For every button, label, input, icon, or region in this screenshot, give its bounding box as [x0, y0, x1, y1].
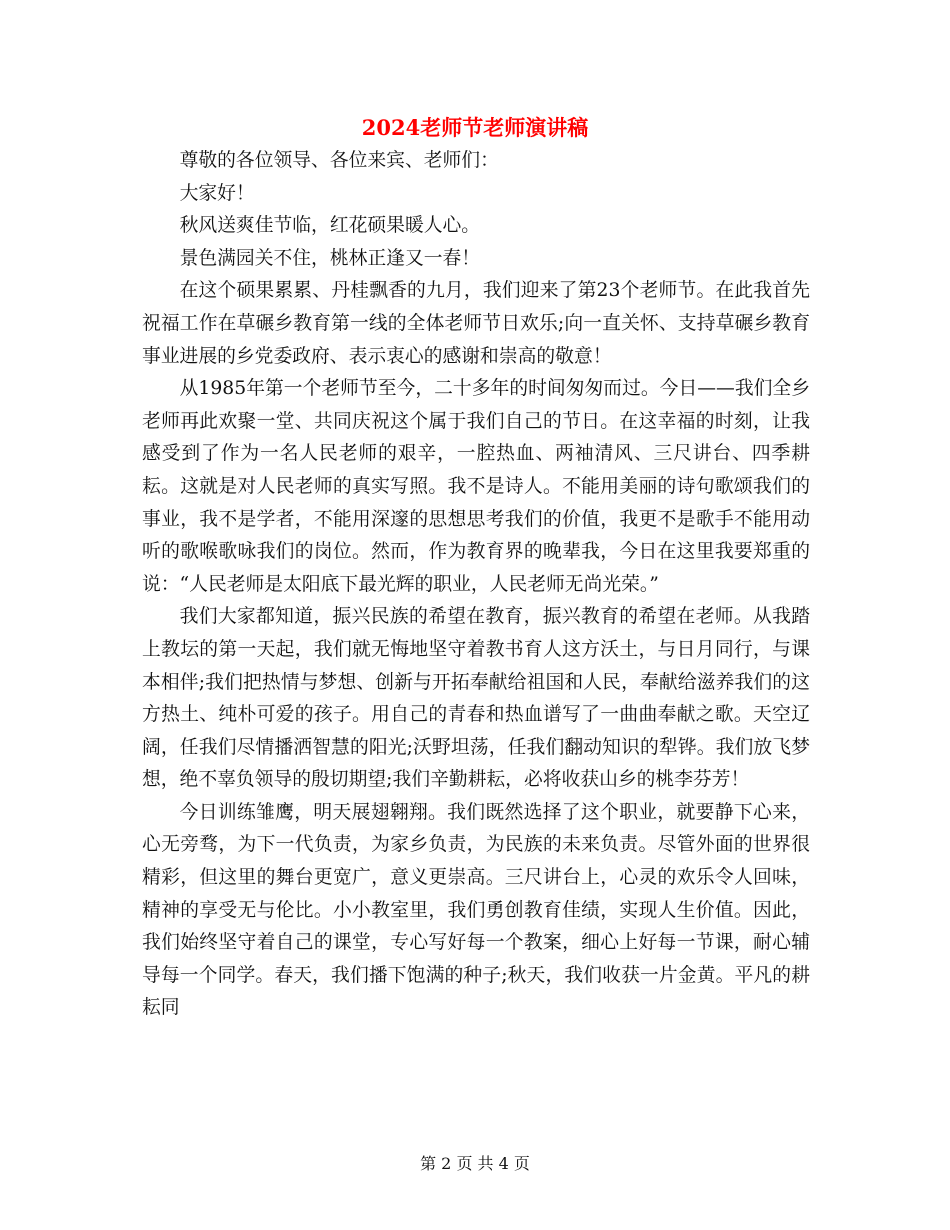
- paragraph: 秋风送爽佳节临，红花硕果暖人心。: [179, 215, 481, 237]
- paragraph: 尊敬的各位领导、各位来宾、老师们：: [179, 150, 499, 171]
- paragraph: 在这个硕果累累、丹桂飘香的九月，我们迎来了第23个老师节。在此我首先祝福工作在草碾乡教育第一线的全体老师节日欢乐;向一直关怀、支持草碾乡教育事业进展的乡党委政府、表示衷心的感谢和崇高的敬意！: [142, 280, 810, 367]
- paragraph: 从1985年第一个老师节至今，二十多年的时间匆匆而过。今日——我们全乡老师再此欢聚一堂、共同庆祝这个属于我们自己的节日。在这幸福的时刻，让我感受到了作为一名人民老师的艰辛，一腔热血、两袖清风、三尺讲台、四季耕耘。这就是对人民老师的真实写照。我不是诗人。不能用美丽的诗句歌颂我们的事业，我不是学者，不能用深邃的思想思考我们的价值，我更不是歌手不能用动听的歌喉歌咏我们的岗位。然而，作为教育界的晚辈我，今日在这里我要郑重的说：“人民老师是太阳底下最光辉的职业，人民老师无尚光荣。”: [142, 378, 810, 595]
- document-body: [142, 145, 810, 1025]
- page-number-footer: 第 2 页 共 4 页: [420, 1154, 530, 1173]
- paragraph: 今日训练雏鹰，明天展翅翱翔。我们既然选择了这个职业，就要静下心来，心无旁骛，为下一代负责，为家乡负责，为民族的未来负责。尽管外面的世界很精彩，但这里的舞台更宽广，意义更崇高。三尺讲台上，心灵的欢乐令人回味，精神的享受无与伦比。小小教室里，我们勇创教育佳绩，实现人生价值。因此，我们始终坚守着自己的课堂，专心写好每一个教案，细心上好每一节课，耐心辅导每一个同学。春天，我们播下饱满的种子;秋天，我们收获一片金黄。平凡的耕耘同: [142, 801, 810, 1019]
- paragraph: 景色满园关不住，桃林正逢又一春！: [179, 247, 481, 269]
- paragraph: 大家好！: [179, 182, 255, 204]
- document-title: 2024老师节老师演讲稿: [361, 115, 589, 140]
- paragraph: 我们大家都知道，振兴民族的希望在教育，振兴教育的希望在老师。从我踏上教坛的第一天起，我们就无悔地坚守着教书育人这方沃土，与日月同行，与课本相伴;我们把热情与梦想、创新与开拓奉献给祖国和人民，奉献给滋养我们的这方热土、纯朴可爱的孩子。用自己的青春和热血谱写了一曲曲奉献之歌。天空辽阔，任我们尽情播洒智慧的阳光;沃野坦荡，任我们翻动知识的犁铧。我们放飞梦想，绝不辜负领导的殷切期望;我们辛勤耕耘，必将收获山乡的桃李芬芳！: [142, 606, 810, 791]
